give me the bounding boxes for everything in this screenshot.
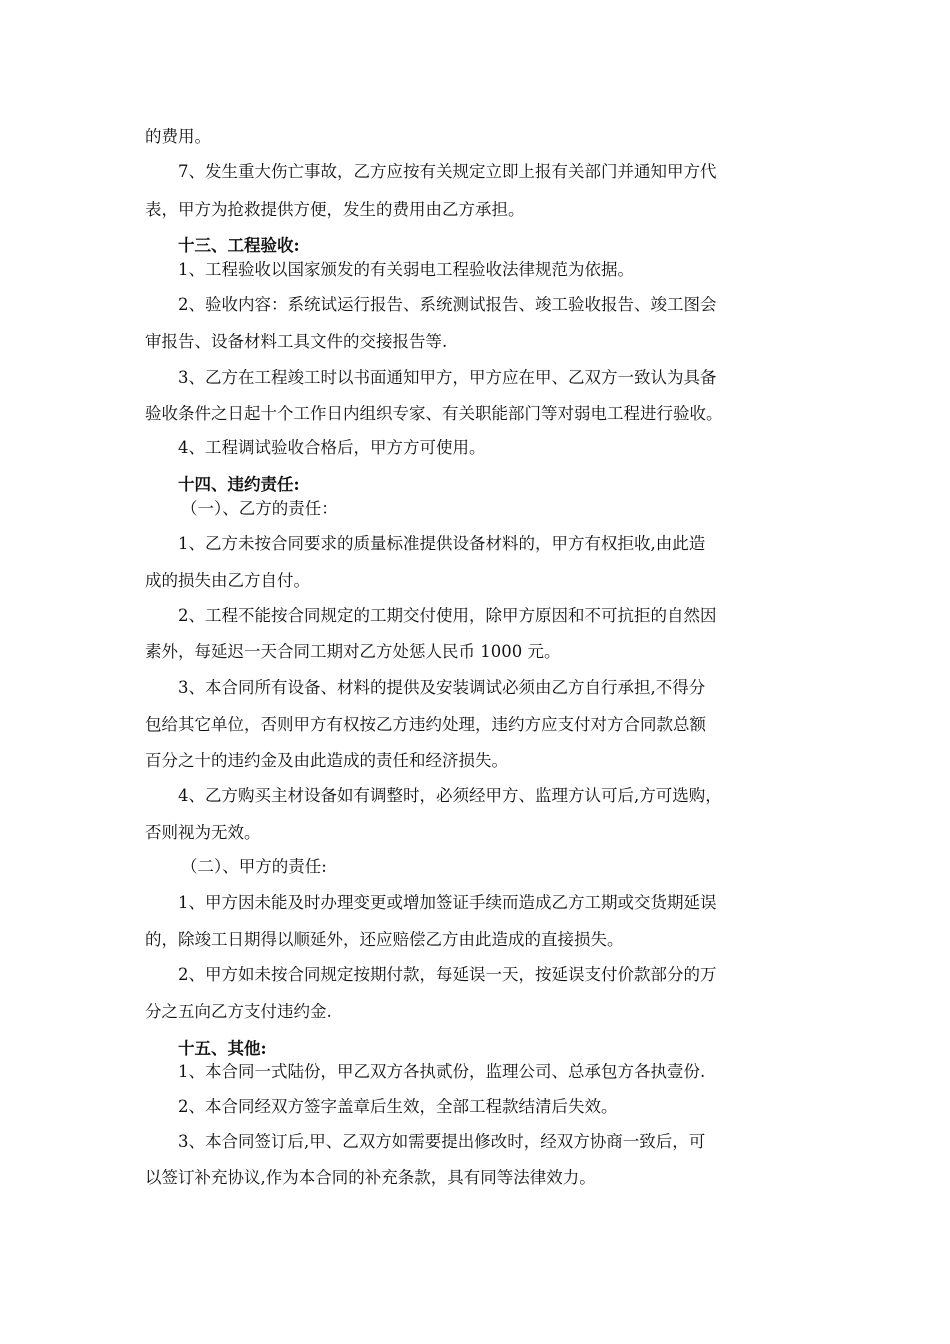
text-line: 的，除竣工日期得以顺延外，还应赔偿乙方由此造成的直接损失。 [145, 930, 624, 949]
subsection-heading: （一）、乙方的责任： [181, 499, 338, 518]
text-line: 3、乙方在工程竣工时以书面通知甲方，甲方应在甲、乙双方一致认为具备 [178, 368, 717, 387]
text-line: 验收条件之日起十个工作日内组织专家、有关职能部门等对弱电工程进行验收。 [145, 404, 723, 423]
text-line: 2、本合同经双方签字盖章后生效，全部工程款结清后失效。 [178, 1097, 618, 1116]
text-line: 2、甲方如未按合同规定按期付款，每延误一天，按延误支付价款部分的万 [178, 965, 717, 984]
text-line: 1、工程验收以国家颁发的有关弱电工程验收法律规范为依据。 [178, 260, 634, 279]
text-line: 2、验收内容：系统试运行报告、系统测试报告、竣工验收报告、竣工图会 [178, 295, 717, 314]
text-line: 4、乙方购买主材设备如有调整时，必须经甲方、监理方认可后,方可选购， [178, 786, 722, 805]
text-line: 素外，每延迟一天合同工期对乙方处惩人民币 1000 元。 [145, 642, 561, 661]
text-line: 审报告、设备材料工具文件的交接报告等. [145, 332, 448, 351]
text-line: 1、乙方未按合同要求的质量标准提供设备材料的，甲方有权拒收,由此造 [178, 534, 706, 553]
section-heading: 十四、违约责任: [178, 475, 300, 494]
text-line: 百分之十的违约金及由此造成的责任和经济损失。 [145, 751, 508, 770]
text-line: 包给其它单位，否则甲方有权按乙方违约处理，违约方应支付对方合同款总额 [145, 715, 706, 734]
text-line: 否则视为无效。 [145, 823, 261, 842]
subsection-heading: （二）、甲方的责任: [181, 857, 327, 876]
text-line: 成的损失由乙方自付。 [145, 571, 310, 590]
section-heading: 十三、工程验收: [178, 236, 300, 255]
text-line: 以签订补充协议,作为本合同的补充条款，具有同等法律效力。 [145, 1168, 596, 1187]
text-line: 分之五向乙方支付违约金. [145, 1002, 332, 1021]
text-line: 4、工程调试验收合格后，甲方方可使用。 [178, 438, 486, 457]
text-line: 1、甲方因未能及时办理变更或增加签证手续而造成乙方工期或交货期延误 [178, 893, 717, 912]
text-line: 3、本合同所有设备、材料的提供及安装调试必须由乙方自行承担,不得分 [178, 678, 706, 697]
text-line: 表，甲方为抢救提供方便，发生的费用由乙方承担。 [145, 200, 525, 219]
text-line: 2、工程不能按合同规定的工期交付使用，除甲方原因和不可抗拒的自然因 [178, 606, 717, 625]
text-line: 的费用。 [145, 127, 211, 146]
text-line: 7、发生重大伤亡事故，乙方应按有关规定立即上报有关部门并通知甲方代 [178, 162, 717, 181]
text-line: 1、本合同一式陆份，甲乙双方各执贰份，监理公司、总承包方各执壹份. [178, 1062, 706, 1081]
text-line: 3、本合同签订后,甲、乙双方如需要提出修改时，经双方协商一致后，可 [178, 1132, 706, 1151]
section-heading: 十五、其他: [178, 1039, 267, 1058]
